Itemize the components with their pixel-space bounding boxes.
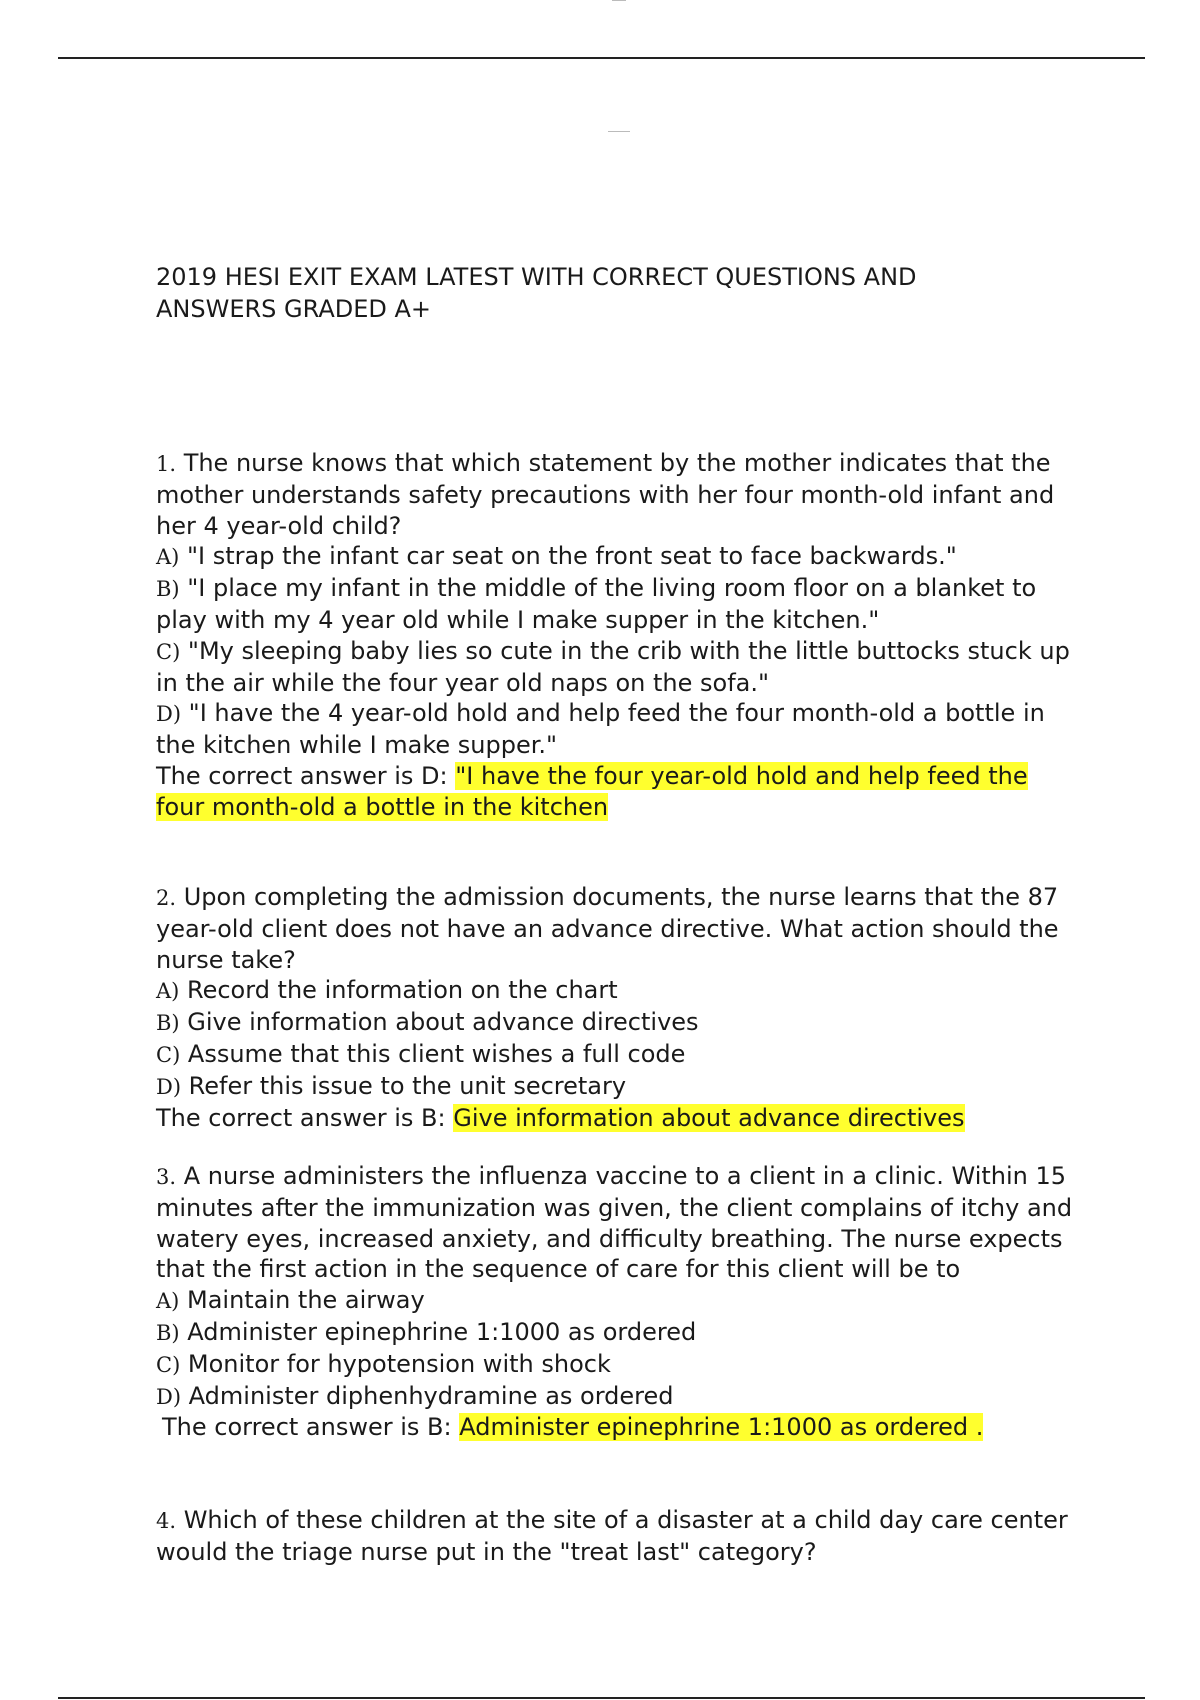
option-c: [156, 1349, 1076, 1381]
option-text: Maintain the airway: [187, 1286, 425, 1315]
option-letter: D): [156, 1384, 182, 1409]
option-letter: B): [156, 577, 180, 602]
question-stem: [156, 1505, 1076, 1568]
page-header-mark: [612, 0, 626, 1]
question-3: [156, 1161, 1076, 1443]
option-d: [156, 1071, 1076, 1103]
option-text: Monitor for hypotension with shock: [187, 1349, 611, 1378]
option-letter: A): [156, 1289, 180, 1314]
correct-answer: [156, 1103, 1076, 1134]
option-text: Record the information on the chart: [187, 976, 618, 1005]
option-letter: C): [156, 1352, 181, 1377]
option-text: Assume that this client wishes a full code: [187, 1039, 686, 1068]
option-letter: B): [156, 1320, 180, 1345]
question-number: 4.: [156, 1509, 177, 1533]
question-2: [156, 882, 1076, 1133]
answer-highlight: Give information about advance directives: [453, 1103, 965, 1132]
answer-highlight: Administer epinephrine 1:1000 as ordered .: [459, 1413, 984, 1442]
answer-highlight: "I have the four year-old hold and help feed the four month-old a bottle in the kitchen: [156, 761, 1028, 821]
question-stem: [156, 448, 1076, 541]
option-letter: D): [156, 702, 182, 727]
question-text: A nurse administers the influenza vaccine to a client in a clinic. Within 15 minutes after the immunization was given, the client complains of itchy and watery eyes, increased anxiety, and difficulty breathing. The nurse expects that the first action in the sequence of care for this client will be to: [156, 1162, 1073, 1284]
question-text: Upon completing the admission documents, the nurse learns that the 87 year-old client does not have an advance directive. What action should the nurse take?: [156, 883, 1059, 974]
option-c: [156, 636, 1076, 699]
option-a: [156, 1285, 1076, 1317]
header-mark: [608, 131, 630, 132]
question-1: [156, 448, 1076, 823]
question-4: [156, 1505, 1076, 1568]
option-d: [156, 698, 1076, 761]
bottom-rule: [58, 1697, 1145, 1699]
question-number: 3.: [156, 1165, 177, 1189]
option-c: [156, 1039, 1076, 1071]
question-number: 2.: [156, 886, 177, 910]
option-b: [156, 1317, 1076, 1349]
question-text: Which of these children at the site of a disaster at a child day care center would the triage nurse put in the "treat last" category?: [156, 1506, 1068, 1566]
option-letter: C): [156, 1042, 181, 1067]
option-letter: A): [156, 545, 180, 570]
option-letter: D): [156, 1074, 182, 1099]
option-letter: B): [156, 1011, 180, 1036]
option-d: [156, 1381, 1076, 1413]
answer-prefix: The correct answer is B:: [156, 1103, 454, 1132]
answer-prefix: The correct answer is B:: [162, 1413, 460, 1442]
answer-prefix: The correct answer is D:: [156, 761, 456, 790]
correct-answer: [156, 761, 1076, 823]
option-text: Refer this issue to the unit secretary: [188, 1071, 627, 1100]
top-rule: [58, 57, 1145, 59]
document-title: 2019 HESI EXIT EXAM LATEST WITH CORRECT QUESTIONS AND ANSWERS GRADED A+: [156, 263, 917, 323]
correct-answer: [156, 1412, 1076, 1443]
option-a: [156, 975, 1076, 1007]
option-text: Administer diphenhydramine as ordered: [188, 1381, 674, 1410]
option-text: Give information about advance directives: [187, 1008, 699, 1037]
option-text: "I strap the infant car seat on the front seat to face backwards.": [187, 542, 957, 571]
option-text: "My sleeping baby lies so cute in the crib with the little buttocks stuck up in the air while the four year old naps on the sofa.": [156, 636, 1070, 697]
option-letter: A): [156, 979, 180, 1004]
option-letter: C): [156, 639, 181, 664]
option-text: "I have the 4 year-old hold and help feed the four month-old a bottle in the kitchen while I make supper.": [156, 699, 1045, 760]
option-text: "I place my infant in the middle of the living room floor on a blanket to play with my 4 year old while I make supper in the kitchen.": [156, 574, 1037, 634]
question-stem: [156, 882, 1076, 975]
question-stem: [156, 1161, 1076, 1285]
question-text: The nurse knows that which statement by the mother indicates that the mother understands safety precautions with her four month-old infant and her 4 year-old child?: [156, 449, 1055, 540]
option-text: Administer epinephrine 1:1000 as ordered: [187, 1317, 697, 1346]
option-b: [156, 1007, 1076, 1039]
question-number: 1.: [156, 452, 177, 476]
option-a: [156, 541, 1076, 573]
option-b: [156, 573, 1076, 636]
